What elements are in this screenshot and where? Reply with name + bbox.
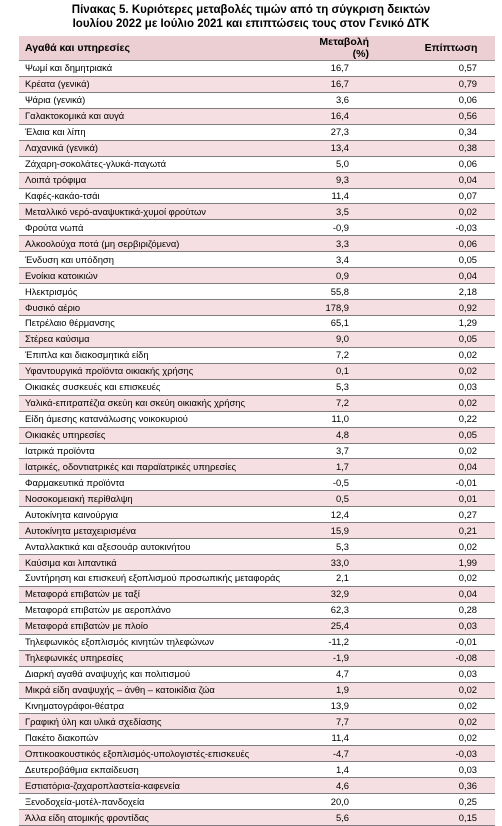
cell-item: Υαλικά-επιτραπέζια σκεύη και σκεύη οικιακής χρήσης bbox=[19, 395, 310, 411]
cell-impact: 0,02 bbox=[407, 204, 495, 220]
cell-change: 5,3 bbox=[310, 379, 407, 395]
cell-change: 16,7 bbox=[310, 76, 407, 92]
cell-impact: 0,03 bbox=[407, 666, 495, 682]
table-row bbox=[19, 363, 495, 379]
cell-impact: 0,06 bbox=[407, 236, 495, 252]
cell-item: Εστιατόρια-ζαχαροπλαστεία-καφενεία bbox=[19, 778, 310, 794]
cell-change: 1,4 bbox=[310, 762, 407, 778]
cell-impact: 0,06 bbox=[407, 92, 495, 108]
cell-change: 0,9 bbox=[310, 268, 407, 284]
cell-item: Ψωμί και δημητριακά bbox=[19, 61, 310, 77]
table-row bbox=[19, 618, 495, 634]
table-row bbox=[19, 252, 495, 268]
cell-impact: 0,02 bbox=[407, 571, 495, 587]
cell-impact: 0,04 bbox=[407, 459, 495, 475]
cell-change: 20,0 bbox=[310, 794, 407, 810]
cell-impact: 0,02 bbox=[407, 714, 495, 730]
cell-item: Οικιακές υπηρεσίες bbox=[19, 427, 310, 443]
cell-impact: 0,02 bbox=[407, 539, 495, 555]
table-row bbox=[19, 571, 495, 587]
cell-change: 55,8 bbox=[310, 284, 407, 300]
table-row bbox=[19, 427, 495, 443]
cell-change: 3,3 bbox=[310, 236, 407, 252]
cell-impact: 0,25 bbox=[407, 794, 495, 810]
cell-change: 16,4 bbox=[310, 108, 407, 124]
cell-change: 12,4 bbox=[310, 507, 407, 523]
cell-impact: 0,07 bbox=[407, 188, 495, 204]
cell-impact: 1,99 bbox=[407, 555, 495, 571]
cell-change: 7,2 bbox=[310, 395, 407, 411]
table-row bbox=[19, 140, 495, 156]
cell-change: 25,4 bbox=[310, 618, 407, 634]
cell-item: Κινηματογράφοι-θέατρα bbox=[19, 698, 310, 714]
header-impact: Επίπτωση bbox=[407, 36, 495, 61]
table-row bbox=[19, 220, 495, 236]
cell-impact: 0,92 bbox=[407, 300, 495, 316]
cell-impact: 0,05 bbox=[407, 252, 495, 268]
cell-item: Ζάχαρη-σοκολάτες-γλυκά-παγωτά bbox=[19, 156, 310, 172]
table-row bbox=[19, 586, 495, 602]
table-row bbox=[19, 714, 495, 730]
table-row bbox=[19, 730, 495, 746]
cell-item: Μεταλλικό νερό-αναψυκτικά-χυμοί φρούτων bbox=[19, 204, 310, 220]
cell-item: Μικρά είδη αναψυχής – άνθη – κατοικίδια ζώα bbox=[19, 682, 310, 698]
cell-change: 65,1 bbox=[310, 316, 407, 332]
price-changes-table bbox=[19, 36, 495, 826]
table-row bbox=[19, 411, 495, 427]
table-row bbox=[19, 810, 495, 826]
cell-impact: -0,03 bbox=[407, 746, 495, 762]
table-title-line-1: Πίνακας 5. Κυριότερες μεταβολές τιμών από τη σύγκριση δεικτών bbox=[71, 4, 431, 16]
table-row bbox=[19, 331, 495, 347]
cell-impact: 0,04 bbox=[407, 268, 495, 284]
cell-impact: 0,03 bbox=[407, 762, 495, 778]
cell-change: 11,4 bbox=[310, 730, 407, 746]
cell-change: 0,1 bbox=[310, 363, 407, 379]
cell-change: 33,0 bbox=[310, 555, 407, 571]
cell-item: Στέρεα καύσιμα bbox=[19, 331, 310, 347]
table-row bbox=[19, 108, 495, 124]
cell-change: 3,5 bbox=[310, 204, 407, 220]
cell-change: 62,3 bbox=[310, 602, 407, 618]
cell-item: Νοσοκομειακή περίθαλψη bbox=[19, 491, 310, 507]
table-row bbox=[19, 379, 495, 395]
cell-change: 4,8 bbox=[310, 427, 407, 443]
table-row bbox=[19, 156, 495, 172]
table-row bbox=[19, 682, 495, 698]
cell-impact: 0,02 bbox=[407, 363, 495, 379]
cell-change: 32,9 bbox=[310, 586, 407, 602]
cell-impact: 0,05 bbox=[407, 331, 495, 347]
cell-item: Ηλεκτρισμός bbox=[19, 284, 310, 300]
table-row bbox=[19, 188, 495, 204]
cell-item: Λοιπά τρόφιμα bbox=[19, 172, 310, 188]
table-row bbox=[19, 746, 495, 762]
cell-change: 13,4 bbox=[310, 140, 407, 156]
cell-item: Γραφική ύλη και υλικά σχεδίασης bbox=[19, 714, 310, 730]
cell-impact: 0,02 bbox=[407, 698, 495, 714]
cell-change: 7,7 bbox=[310, 714, 407, 730]
cell-item: Δευτεροβάθμια εκπαίδευση bbox=[19, 762, 310, 778]
cell-item: Μεταφορά επιβατών με ταξί bbox=[19, 586, 310, 602]
cell-impact: 1,29 bbox=[407, 316, 495, 332]
table-row bbox=[19, 666, 495, 682]
cell-item: Μεταφορά επιβατών με αεροπλάνο bbox=[19, 602, 310, 618]
cell-change: 1,7 bbox=[310, 459, 407, 475]
table-body bbox=[19, 61, 495, 826]
cell-change: 4,7 bbox=[310, 666, 407, 682]
cell-item: Τηλεφωνικές υπηρεσίες bbox=[19, 650, 310, 666]
table-row bbox=[19, 459, 495, 475]
cell-change: 11,0 bbox=[310, 411, 407, 427]
cell-item: Καφές-κακάο-τσάι bbox=[19, 188, 310, 204]
cell-impact: 0,36 bbox=[407, 778, 495, 794]
cell-change: 5,3 bbox=[310, 539, 407, 555]
cell-impact: 0,21 bbox=[407, 523, 495, 539]
table-row bbox=[19, 204, 495, 220]
cell-impact: 0,04 bbox=[407, 586, 495, 602]
cell-item: Γαλακτοκομικά και αυγά bbox=[19, 108, 310, 124]
cell-item: Συντήρηση και επισκευή εξοπλισμού προσωπικής μεταφοράς bbox=[19, 571, 310, 587]
cell-item: Αλκοολούχα ποτά (μη σερβιριζόμενα) bbox=[19, 236, 310, 252]
cell-change: 3,7 bbox=[310, 443, 407, 459]
cell-item: Έπιπλα και διακοσμητικά είδη bbox=[19, 347, 310, 363]
cell-item: Οπτικοακουστικός εξοπλισμός-υπολογιστές-επισκευές bbox=[19, 746, 310, 762]
cell-item: Φυσικό αέριο bbox=[19, 300, 310, 316]
cell-change: -0,5 bbox=[310, 475, 407, 491]
table-row bbox=[19, 698, 495, 714]
cell-impact: 0,02 bbox=[407, 682, 495, 698]
cell-impact: 0,02 bbox=[407, 395, 495, 411]
cell-impact: 0,28 bbox=[407, 602, 495, 618]
cell-change: 27,3 bbox=[310, 124, 407, 140]
cell-impact: 0,03 bbox=[407, 379, 495, 395]
table-row bbox=[19, 61, 495, 77]
cell-change: 5,0 bbox=[310, 156, 407, 172]
cell-change: 4,6 bbox=[310, 778, 407, 794]
cell-item: Φρούτα νωπά bbox=[19, 220, 310, 236]
table-row bbox=[19, 555, 495, 571]
cell-change: -4,7 bbox=[310, 746, 407, 762]
header-row bbox=[19, 36, 495, 61]
cell-item: Φαρμακευτικά προϊόντα bbox=[19, 475, 310, 491]
cell-item: Μεταφορά επιβατών με πλοίο bbox=[19, 618, 310, 634]
header-goods-services: Αγαθά και υπηρεσίες bbox=[19, 36, 310, 61]
cell-change: 1,9 bbox=[310, 682, 407, 698]
table-row bbox=[19, 491, 495, 507]
table-row bbox=[19, 762, 495, 778]
cell-impact: 0,06 bbox=[407, 156, 495, 172]
table-row bbox=[19, 284, 495, 300]
table-header bbox=[19, 36, 495, 61]
cell-impact: 2,18 bbox=[407, 284, 495, 300]
cell-item: Ένδυση και υπόδηση bbox=[19, 252, 310, 268]
header-change-percent: Μεταβολή (%) bbox=[310, 36, 407, 61]
cell-change: -0,9 bbox=[310, 220, 407, 236]
table-row bbox=[19, 507, 495, 523]
table-row bbox=[19, 316, 495, 332]
table-row bbox=[19, 634, 495, 650]
cell-impact: 0,27 bbox=[407, 507, 495, 523]
cell-change: -11,2 bbox=[310, 634, 407, 650]
cell-impact: -0,08 bbox=[407, 650, 495, 666]
cell-impact: -0,03 bbox=[407, 220, 495, 236]
cell-impact: 0,04 bbox=[407, 172, 495, 188]
cell-item: Λαχανικά (γενικά) bbox=[19, 140, 310, 156]
table-row bbox=[19, 475, 495, 491]
table-title bbox=[0, 0, 502, 31]
table-row bbox=[19, 794, 495, 810]
cell-item: Οικιακές συσκευές και επισκευές bbox=[19, 379, 310, 395]
cell-item: Κρέατα (γενικά) bbox=[19, 76, 310, 92]
cell-change: 3,6 bbox=[310, 92, 407, 108]
cell-change: 9,0 bbox=[310, 331, 407, 347]
cell-item: Πακέτο διακοπών bbox=[19, 730, 310, 746]
cell-change: 0,5 bbox=[310, 491, 407, 507]
cell-change: 15,9 bbox=[310, 523, 407, 539]
cell-item: Ιατρικά προϊόντα bbox=[19, 443, 310, 459]
table-row bbox=[19, 268, 495, 284]
cell-item: Ενοίκια κατοικιών bbox=[19, 268, 310, 284]
cell-impact: -0,01 bbox=[407, 634, 495, 650]
cell-impact: -0,01 bbox=[407, 475, 495, 491]
table-row bbox=[19, 539, 495, 555]
cell-item: Διαρκή αγαθά αναψυχής και πολιτισμού bbox=[19, 666, 310, 682]
cell-item: Είδη άμεσης κατανάλωσης νοικοκυριού bbox=[19, 411, 310, 427]
cell-item: Υφαντουργικά προϊόντα οικιακής χρήσης bbox=[19, 363, 310, 379]
cell-impact: 0,79 bbox=[407, 76, 495, 92]
cell-impact: 0,05 bbox=[407, 427, 495, 443]
table-row bbox=[19, 347, 495, 363]
cell-change: 13,9 bbox=[310, 698, 407, 714]
table-row bbox=[19, 443, 495, 459]
cell-item: Άλλα είδη ατομικής φροντίδας bbox=[19, 810, 310, 826]
table-row bbox=[19, 172, 495, 188]
cell-item: Έλαια και λίπη bbox=[19, 124, 310, 140]
cell-item: Ψάρια (γενικά) bbox=[19, 92, 310, 108]
cell-item: Ξενοδοχεία-μοτέλ-πανδοχεία bbox=[19, 794, 310, 810]
cell-impact: 0,01 bbox=[407, 491, 495, 507]
cell-impact: 0,38 bbox=[407, 140, 495, 156]
table-title-line-2: Ιουλίου 2022 με Ιούλιο 2021 και επιπτώσεις τους στον Γενικό ΔΤΚ bbox=[72, 18, 430, 30]
table-row bbox=[19, 300, 495, 316]
cell-change: 7,2 bbox=[310, 347, 407, 363]
cell-change: 11,4 bbox=[310, 188, 407, 204]
cell-impact: 0,02 bbox=[407, 443, 495, 459]
cell-impact: 0,15 bbox=[407, 810, 495, 826]
cell-impact: 0,34 bbox=[407, 124, 495, 140]
cell-item: Πετρέλαιο θέρμανσης bbox=[19, 316, 310, 332]
cell-impact: 0,56 bbox=[407, 108, 495, 124]
cell-impact: 0,22 bbox=[407, 411, 495, 427]
cell-item: Ανταλλακτικά και αξεσουάρ αυτοκινήτου bbox=[19, 539, 310, 555]
cell-change: 3,4 bbox=[310, 252, 407, 268]
cell-impact: 0,02 bbox=[407, 347, 495, 363]
table-row bbox=[19, 602, 495, 618]
table-row bbox=[19, 236, 495, 252]
table-row bbox=[19, 523, 495, 539]
cell-item: Αυτοκίνητα καινούργια bbox=[19, 507, 310, 523]
cell-change: 9,3 bbox=[310, 172, 407, 188]
cell-change: 2,1 bbox=[310, 571, 407, 587]
cell-item: Τηλεφωνικός εξοπλισμός κινητών τηλεφώνων bbox=[19, 634, 310, 650]
table-row bbox=[19, 92, 495, 108]
cell-impact: 0,03 bbox=[407, 618, 495, 634]
table-row bbox=[19, 124, 495, 140]
cell-change: 178,9 bbox=[310, 300, 407, 316]
cell-impact: 0,57 bbox=[407, 61, 495, 77]
cell-impact: 0,02 bbox=[407, 730, 495, 746]
table-row bbox=[19, 395, 495, 411]
cell-change: 16,7 bbox=[310, 61, 407, 77]
cell-change: 5,6 bbox=[310, 810, 407, 826]
cell-item: Ιατρικές, οδοντιατρικές και παραϊατρικές υπηρεσίες bbox=[19, 459, 310, 475]
cell-change: -1,9 bbox=[310, 650, 407, 666]
cell-item: Αυτοκίνητα μεταχειρισμένα bbox=[19, 523, 310, 539]
table-row bbox=[19, 650, 495, 666]
cell-item: Καύσιμα και λιπαντικά bbox=[19, 555, 310, 571]
table-row bbox=[19, 778, 495, 794]
table-row bbox=[19, 76, 495, 92]
